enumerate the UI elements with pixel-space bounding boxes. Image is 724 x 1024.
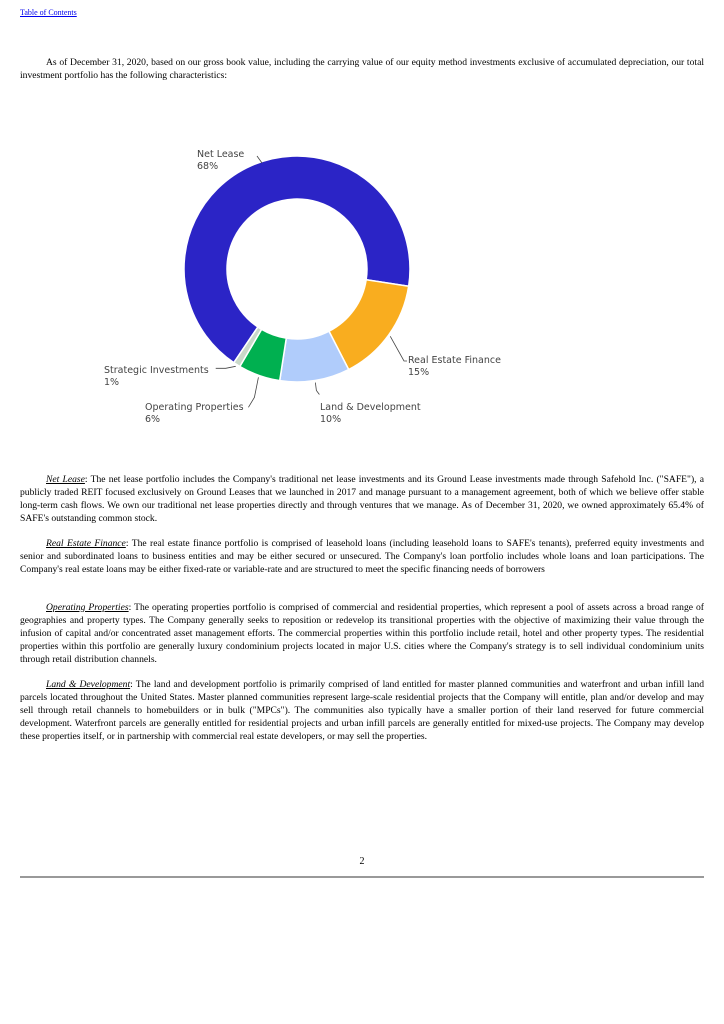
paragraph-text: : The land and development portfolio is primarily comprised of land entitled for master planned communities and waterfront and urban infill land parcels located throughout the United States. Master planned communities represent large-scale residential projects that the Company will entitle, plan and/or develop and may sell through retail channels to homebuilders or in bulk ("MPCs"). The communities also typically have a smaller portion of their land reserved for future commercial development. Waterfront parcels are generally entitled for residential projects and urban infill parcels are generally entitled for mixed-use projects. The Company may develop these properties itself, or in partnership with commercial real estate developers, or may sell the properties. (20, 679, 704, 742)
paragraph-text: : The operating properties portfolio is comprised of commercial and residential properties, which represent a pool of assets across a broad range of geographies and property types. The Company generally seeks to reposition or redevelop its transitional properties with the objective of maximizing their value through the infusion of capital and/or concentrated asset management efforts. The commercial properties within this portfolio include retail, hotel and other property types. The residential properties within this portfolio are generally luxury condominium projects located in major U.S. cities where the Company's strategy is to sell individual condominium units through retail distribution channels. (20, 602, 704, 665)
paragraph-text: : The real estate finance portfolio is comprised of leasehold loans (including leasehold loans to SAFE's tenants), preferred equity investments and senior and subordinated loans to business entities and may be either secured or unsecured. The Company's loan portfolio includes whole loans and loan participations. The Company's real estate loans may be either fixed-rate or variable-rate and are structured to meet the specific financing needs of borrowers (20, 538, 705, 575)
slice-percent-label: 10% (320, 414, 342, 425)
slice-percent-label: 68% (197, 161, 219, 172)
term-operating-properties: Operating Properties (46, 602, 129, 613)
leader-line (390, 336, 407, 361)
paragraph-land-development (20, 678, 704, 743)
paragraph-operating-properties (20, 601, 704, 666)
slice-label: Net Lease (197, 149, 245, 160)
page-number: 2 (359, 856, 365, 867)
term-net-lease: Net Lease (46, 474, 85, 485)
portfolio-donut-chart (0, 130, 724, 440)
slice-label: Strategic Investments (104, 365, 209, 376)
slice-percent-label: 1% (104, 377, 120, 388)
leader-line (216, 366, 236, 368)
term-land-development: Land & Development (46, 679, 131, 690)
slice-label: Real Estate Finance (408, 355, 501, 366)
page-divider (20, 876, 704, 878)
intro-paragraph: As of December 31, 2020, based on our gross book value, including the carrying value of our equity method investments exclusive of accumulated depreciation, our total investment portfolio has the following characteristics: (20, 57, 704, 81)
term-real-estate-finance: Real Estate Finance (46, 538, 126, 549)
paragraph-text: : The net lease portfolio includes the Company's traditional net lease investments and its Ground Lease investments made through Safehold Inc. ("SAFE"), a publicly traded REIT focused exclusively on Ground Leases that we launched in 2017 and manage pursuant to a management agreement, both of which we believe offer stable long-term cash flows. We own our traditional net lease properties directly and through ventures that we manage. As of December 31, 2020, we owned approximately 65.4% of SAFE's outstanding common stock. (20, 474, 704, 524)
slice-percent-label: 6% (145, 414, 161, 425)
slice-label: Operating Properties (145, 402, 244, 413)
slice-label: Land & Development (320, 402, 421, 413)
leader-line (315, 383, 319, 395)
paragraph-real-estate-finance (20, 537, 704, 576)
slice-percent-label: 15% (408, 367, 430, 378)
table-of-contents-link[interactable]: Table of Contents (20, 8, 77, 17)
leader-line (248, 377, 258, 407)
paragraph-net-lease (20, 473, 704, 525)
